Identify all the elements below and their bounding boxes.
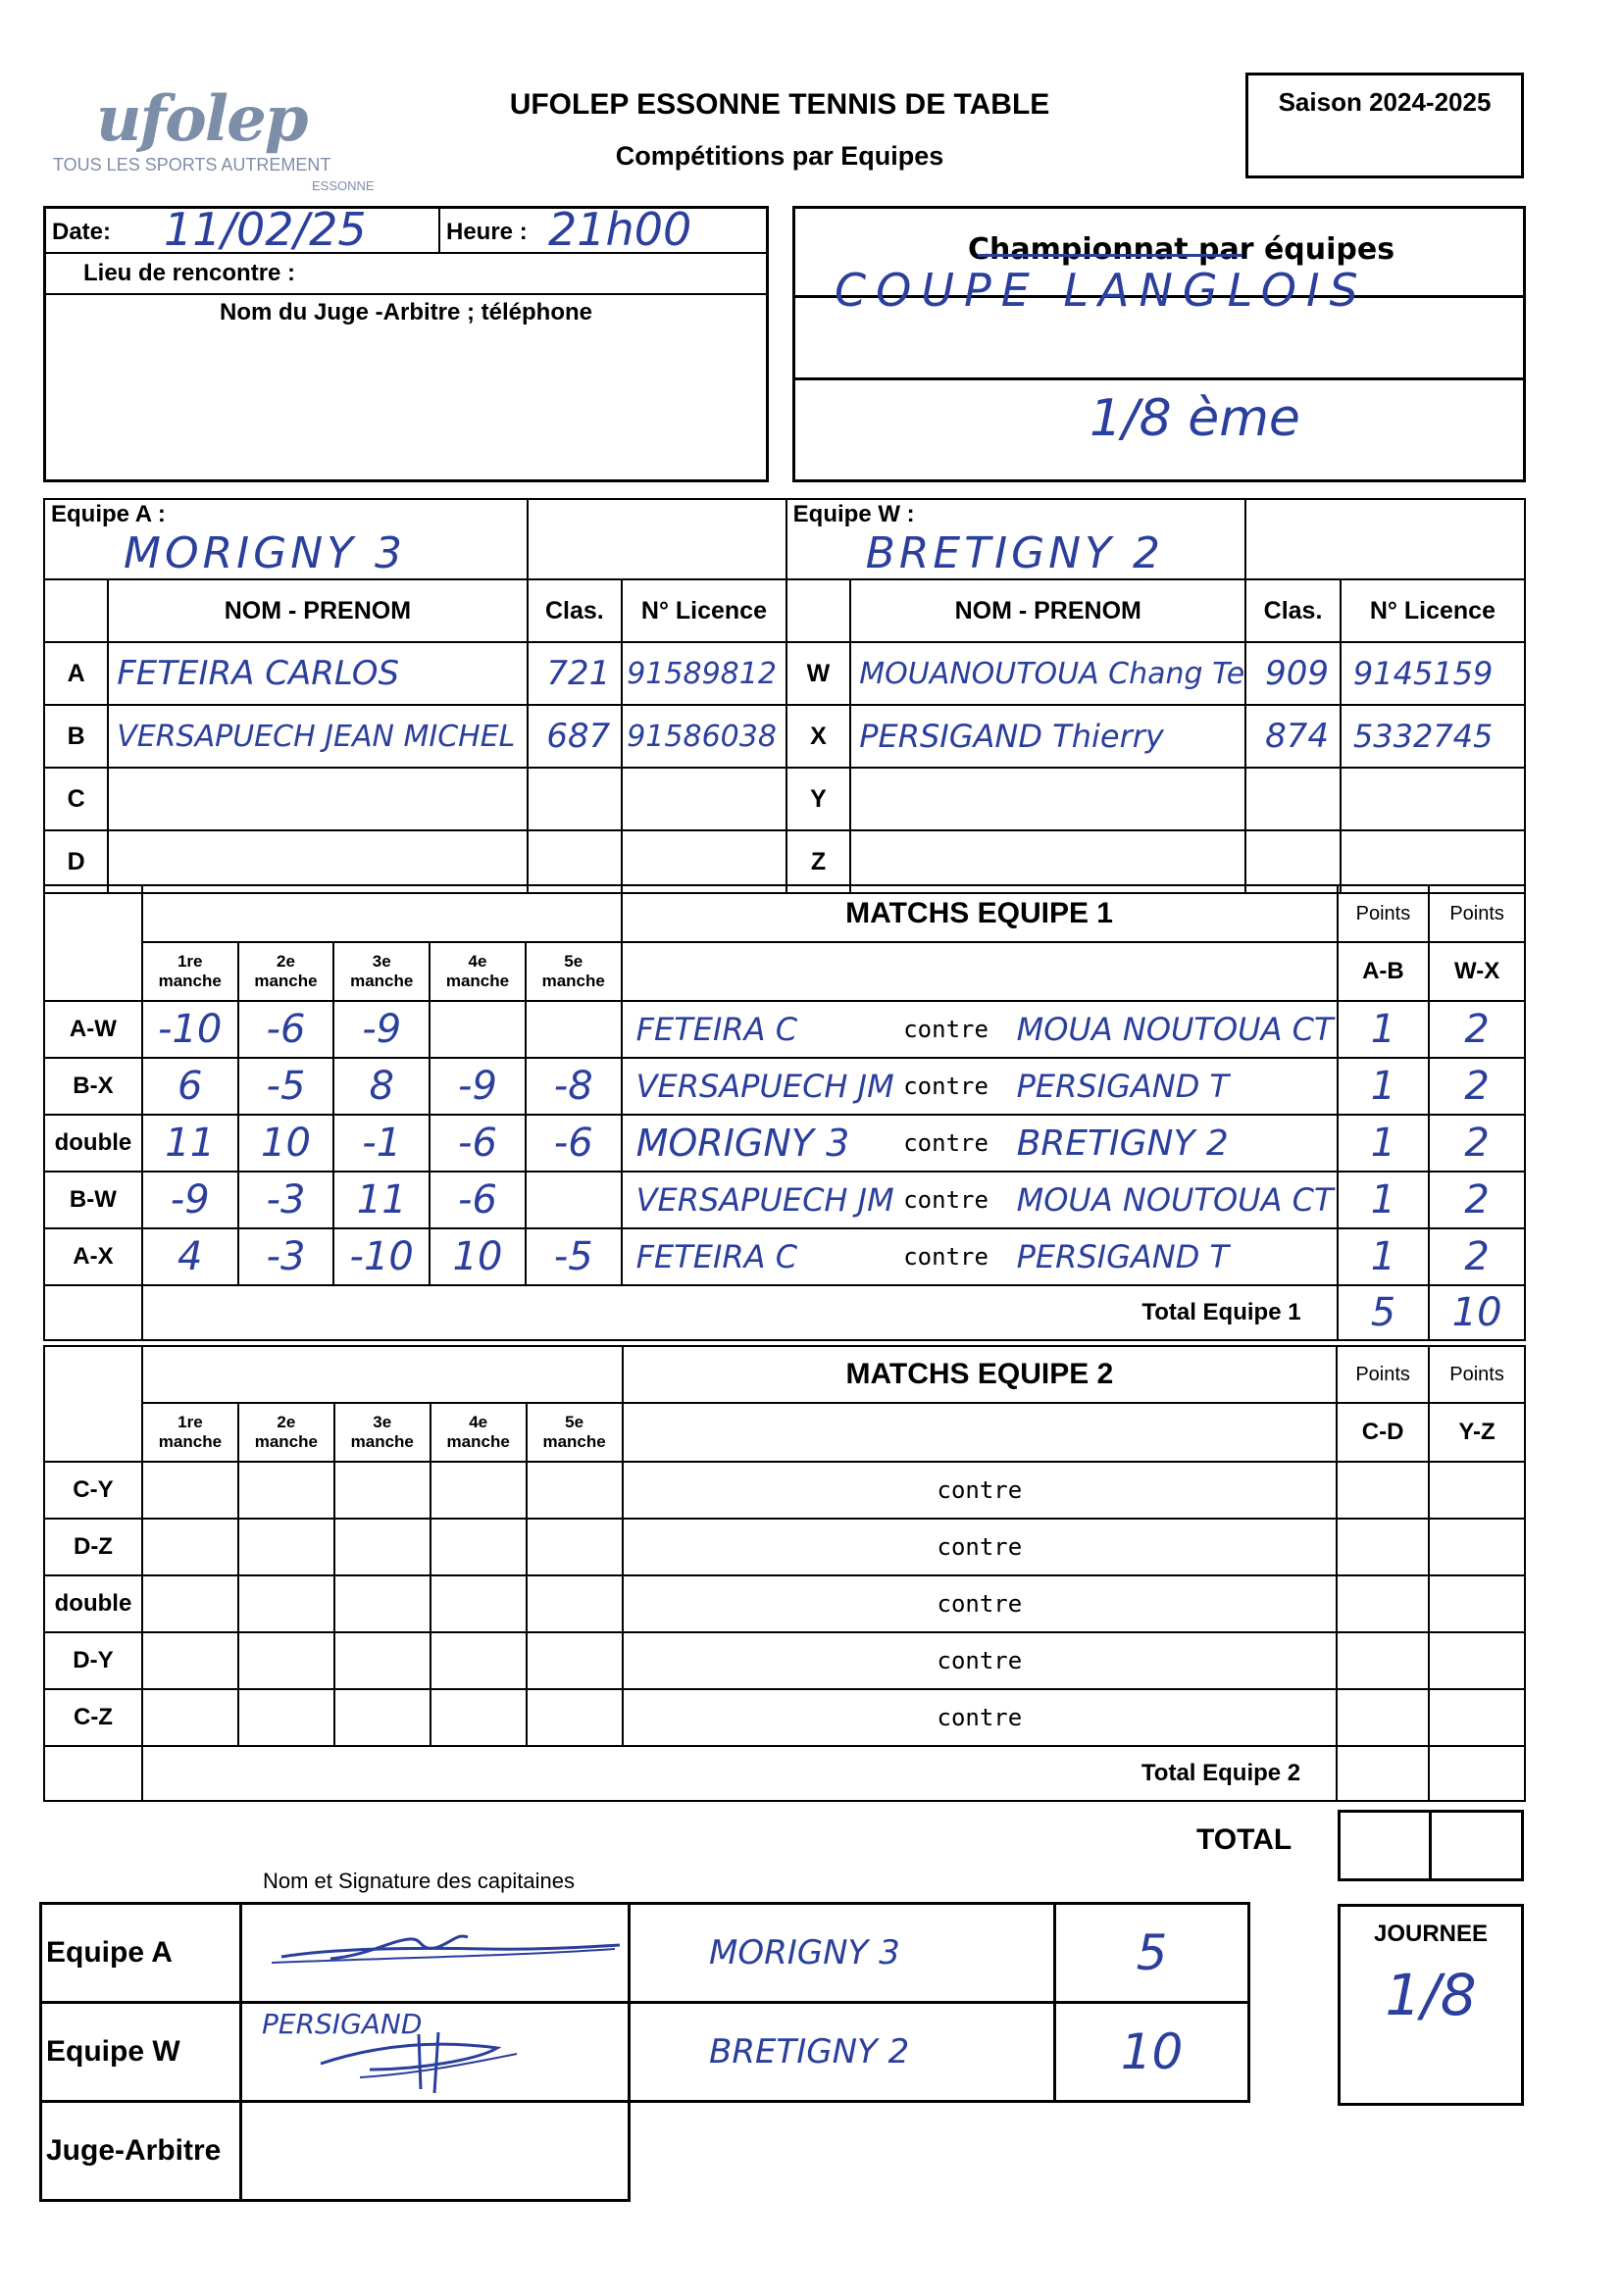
player-class[interactable]: 687	[528, 705, 623, 768]
set-number: 1re	[177, 952, 203, 971]
col-name-w: NOM - PRENOM	[850, 579, 1245, 642]
set-header-3	[334, 1403, 431, 1462]
points-right[interactable]	[1429, 1575, 1525, 1632]
blank-corner	[44, 885, 142, 1001]
points-col-right: Y-Z	[1429, 1403, 1525, 1462]
points-left[interactable]: 1	[1338, 1228, 1430, 1285]
set-score[interactable]: 10	[238, 1115, 334, 1172]
blank-corner	[44, 1346, 142, 1462]
match-row	[44, 1058, 1525, 1115]
player-name[interactable]: VERSAPUECH JEAN MICHEL	[108, 705, 527, 768]
player-code: Y	[786, 768, 851, 830]
set-score[interactable]: -6	[430, 1172, 526, 1228]
points-left[interactable]: 1	[1338, 1058, 1430, 1115]
set-score[interactable]: -3	[238, 1228, 334, 1285]
player-class[interactable]: 874	[1245, 705, 1341, 768]
set-header-1	[142, 1403, 238, 1462]
match-players	[622, 1001, 1338, 1058]
set-score[interactable]	[238, 1575, 334, 1632]
form-subtitle: Compétitions par Equipes	[615, 141, 944, 171]
match-code: double	[44, 1115, 142, 1172]
set-score[interactable]: 11	[333, 1172, 430, 1228]
set-word: manche	[445, 972, 510, 990]
player-name[interactable]	[850, 768, 1245, 830]
blank-cell	[1055, 2102, 1249, 2201]
set-number: 3e	[373, 1413, 392, 1431]
strikethrough-line	[978, 254, 1242, 257]
contre-label: contre	[623, 1575, 1338, 1632]
match-row	[44, 1172, 1525, 1228]
set-score[interactable]: -6	[526, 1115, 622, 1172]
blank-header	[622, 942, 1338, 1001]
col-name-a: NOM - PRENOM	[108, 579, 527, 642]
player-right[interactable]: PERSIGAND T	[1016, 1068, 1230, 1105]
points-right[interactable]	[1429, 1462, 1525, 1519]
signature-cell[interactable]	[241, 2102, 630, 2201]
logo-department: ESSONNE	[312, 178, 375, 193]
match-code: D-Z	[44, 1519, 142, 1575]
player-right[interactable]: PERSIGAND T	[1016, 1238, 1230, 1275]
player-left[interactable]: VERSAPUECH JM	[635, 1181, 894, 1219]
set-score[interactable]: -1	[333, 1115, 430, 1172]
points-label: Points	[1429, 1346, 1525, 1403]
journee-value[interactable]: 1/8	[1385, 1962, 1477, 2028]
contre-label: contre	[623, 1689, 1338, 1746]
set-score[interactable]: 8	[333, 1058, 430, 1115]
set-score[interactable]	[238, 1519, 334, 1575]
col-class-w: Clas.	[1245, 579, 1341, 642]
player-code: X	[786, 705, 851, 768]
set-header-2	[238, 942, 334, 1001]
points-col-left: C-D	[1337, 1403, 1429, 1462]
total-team1-right[interactable]: 10	[1429, 1285, 1525, 1340]
player-left[interactable]: VERSAPUECH JM	[635, 1068, 894, 1105]
contre-label: contre	[903, 1243, 988, 1271]
points-left[interactable]	[1337, 1519, 1429, 1575]
set-score[interactable]: -5	[238, 1058, 334, 1115]
ufolep-logo	[49, 82, 402, 200]
player-left[interactable]: FETEIRA C	[635, 1011, 798, 1048]
set-score[interactable]	[527, 1689, 623, 1746]
team-w-name[interactable]: BRETIGNY 2	[865, 528, 1164, 578]
match-row	[44, 1575, 1525, 1632]
set-header-4	[431, 1403, 527, 1462]
contre-label: contre	[623, 1519, 1338, 1575]
player-licence[interactable]	[622, 768, 786, 830]
player-class[interactable]: 909	[1245, 642, 1341, 705]
points-left[interactable]: 1	[1338, 1001, 1430, 1058]
match-row	[44, 1689, 1525, 1746]
set-score[interactable]: -9	[142, 1172, 238, 1228]
set-score[interactable]: -10	[142, 1001, 238, 1058]
match-row	[44, 1632, 1525, 1689]
set-number: 5e	[564, 952, 583, 971]
set-score[interactable]	[431, 1689, 527, 1746]
set-score[interactable]	[527, 1632, 623, 1689]
match-players	[622, 1172, 1338, 1228]
form-title: UFOLEP ESSONNE TENNIS DE TABLE	[509, 88, 1050, 121]
contre-label: contre	[623, 1462, 1338, 1519]
set-score[interactable]: 11	[142, 1115, 238, 1172]
player-name[interactable]: FETEIRA CARLOS	[108, 642, 527, 705]
match-players	[622, 1058, 1338, 1115]
player-name[interactable]: PERSIGAND Thierry	[850, 705, 1245, 768]
points-label: Points	[1429, 885, 1525, 942]
signature-cell[interactable]	[241, 2003, 630, 2102]
sets-header-spacer	[142, 885, 622, 942]
set-score[interactable]	[334, 1519, 431, 1575]
match-code: A-X	[44, 1228, 142, 1285]
divider	[795, 377, 1523, 380]
set-number: 4e	[468, 952, 487, 971]
set-score[interactable]	[527, 1575, 623, 1632]
set-word: manche	[446, 1432, 510, 1451]
points-right[interactable]: 2	[1429, 1001, 1525, 1058]
points-left[interactable]	[1337, 1689, 1429, 1746]
team-w-label: Equipe W :	[792, 501, 915, 527]
competition-handwritten[interactable]: COUPE LANGLOIS	[835, 264, 1368, 317]
competition-round[interactable]: 1/8 ème	[1090, 389, 1300, 448]
player-name[interactable]	[108, 768, 527, 830]
logo-wordmark: ufolep	[96, 82, 307, 156]
meeting-info-box	[43, 203, 769, 482]
set-word: manche	[254, 1432, 318, 1451]
set-header-1	[142, 942, 238, 1001]
competition-box	[792, 206, 1526, 482]
captain-team[interactable]: BRETIGNY 2	[630, 2003, 1055, 2102]
total-team2-right[interactable]	[1429, 1746, 1525, 1801]
player-code: C	[44, 768, 108, 830]
captains-table	[39, 1902, 1250, 2202]
match-code: double	[44, 1575, 142, 1632]
set-word: manche	[158, 1432, 223, 1451]
player-licence[interactable]	[1341, 768, 1525, 830]
player-right[interactable]: MOUA NOUTOUA CT	[1016, 1011, 1334, 1048]
set-score[interactable]: 4	[142, 1228, 238, 1285]
captain-label: Equipe A	[41, 1904, 241, 2003]
match-code: C-Z	[44, 1689, 142, 1746]
set-score[interactable]: -9	[430, 1058, 526, 1115]
divider	[438, 209, 440, 252]
set-header-2	[238, 1403, 334, 1462]
contre-label: contre	[903, 1073, 988, 1100]
set-word: manche	[350, 1432, 414, 1451]
points-right[interactable]: 2	[1429, 1058, 1525, 1115]
set-score[interactable]	[526, 1172, 622, 1228]
team-a-spacer	[528, 499, 786, 579]
match-row	[44, 1228, 1525, 1285]
points-right[interactable]: 2	[1429, 1172, 1525, 1228]
set-score[interactable]	[431, 1462, 527, 1519]
grand-total-right[interactable]	[1430, 1812, 1522, 1880]
signature-cell[interactable]	[241, 1904, 630, 2003]
set-score[interactable]: -6	[238, 1001, 334, 1058]
set-score[interactable]: 10	[430, 1228, 526, 1285]
set-word: manche	[158, 972, 222, 990]
match-code: A-W	[44, 1001, 142, 1058]
player-licence[interactable]: 5332745	[1341, 705, 1525, 768]
points-col-right: W-X	[1429, 942, 1525, 1001]
points-left[interactable]	[1337, 1632, 1429, 1689]
set-number: 4e	[469, 1413, 488, 1431]
set-header-5	[526, 942, 622, 1001]
set-score[interactable]	[142, 1689, 238, 1746]
match-row	[44, 1001, 1525, 1058]
place-label: Lieu de rencontre :	[83, 260, 296, 286]
match-code: C-Y	[44, 1462, 142, 1519]
set-score[interactable]	[527, 1519, 623, 1575]
set-score[interactable]	[142, 1575, 238, 1632]
set-word: manche	[542, 1432, 606, 1451]
match-code: D-Y	[44, 1632, 142, 1689]
points-left[interactable]: 1	[1338, 1115, 1430, 1172]
set-score[interactable]	[334, 1632, 431, 1689]
divider	[46, 293, 766, 295]
matches-team2-table	[43, 1345, 1526, 1802]
set-score[interactable]	[431, 1632, 527, 1689]
date-label: Date:	[52, 219, 112, 245]
competition-printed: Championnat par équipes	[968, 232, 1395, 267]
captain-score[interactable]: 10	[1055, 2003, 1249, 2102]
time-value[interactable]: 21h00	[548, 203, 692, 256]
blank-cell	[44, 1746, 142, 1801]
points-right[interactable]	[1429, 1689, 1525, 1746]
set-score[interactable]: -5	[526, 1228, 622, 1285]
player-licence[interactable]: 91589812	[622, 642, 786, 705]
set-score[interactable]	[431, 1519, 527, 1575]
set-number: 3e	[372, 952, 391, 971]
match-code: B-X	[44, 1058, 142, 1115]
points-right[interactable]	[1429, 1519, 1525, 1575]
match-players	[622, 1115, 1338, 1172]
set-score[interactable]: -6	[430, 1115, 526, 1172]
time-label: Heure :	[446, 219, 528, 245]
captain-label: Equipe W	[41, 2003, 241, 2102]
set-score[interactable]	[334, 1462, 431, 1519]
player-name[interactable]: MOUANOUTOUA Chang Te	[850, 642, 1245, 705]
player-class[interactable]: 721	[528, 642, 623, 705]
blank-cell	[630, 2102, 1055, 2201]
contre-label: contre	[903, 1186, 988, 1214]
player-right[interactable]: MOUA NOUTOUA CT	[1016, 1181, 1334, 1219]
matches-team1-table	[43, 884, 1526, 1341]
points-left[interactable]	[1337, 1462, 1429, 1519]
col-class-a: Clas.	[528, 579, 623, 642]
set-number: 2e	[277, 952, 295, 971]
set-score[interactable]	[527, 1462, 623, 1519]
team-a-label: Equipe A :	[51, 501, 166, 527]
contre-label: contre	[903, 1129, 988, 1157]
matches1-title: MATCHS EQUIPE 1	[622, 885, 1338, 942]
set-score[interactable]	[238, 1689, 334, 1746]
player-code: D	[44, 830, 108, 893]
logo-tagline: TOUS LES SPORTS AUTREMENT	[53, 155, 331, 175]
points-right[interactable]: 2	[1429, 1228, 1525, 1285]
set-header-4	[430, 942, 526, 1001]
total-team1-left[interactable]: 5	[1338, 1285, 1430, 1340]
date-value[interactable]: 11/02/25	[164, 203, 367, 256]
signature-icon	[242, 1920, 625, 1978]
set-score[interactable]	[526, 1001, 622, 1058]
points-right[interactable]: 2	[1429, 1115, 1525, 1172]
points-label: Points	[1338, 885, 1430, 942]
player-code: B	[44, 705, 108, 768]
player-right[interactable]: BRETIGNY 2	[1016, 1123, 1229, 1164]
grand-total-table	[1338, 1810, 1524, 1881]
set-score[interactable]	[238, 1632, 334, 1689]
signature-text: PERSIGAND	[262, 2008, 423, 2040]
match-row	[44, 1519, 1525, 1575]
points-left[interactable]: 1	[1338, 1172, 1430, 1228]
team-a-name[interactable]: MORIGNY 3	[124, 528, 407, 578]
team-w-cell	[786, 499, 1246, 579]
journee-box	[1338, 1904, 1524, 2106]
captain-label: Juge-Arbitre	[41, 2102, 241, 2201]
player-code: A	[44, 642, 108, 705]
grand-total-left[interactable]	[1340, 1812, 1431, 1880]
player-left[interactable]: FETEIRA C	[635, 1238, 798, 1275]
captain-score[interactable]: 5	[1055, 1904, 1249, 2003]
total-team1-label: Total Equipe 1	[142, 1285, 1338, 1340]
match-players	[622, 1228, 1338, 1285]
blank-header	[44, 579, 108, 642]
blank-header	[786, 579, 851, 642]
points-label: Points	[1337, 1346, 1429, 1403]
set-number: 5e	[565, 1413, 584, 1431]
player-class[interactable]	[1245, 768, 1341, 830]
set-score[interactable]: -8	[526, 1058, 622, 1115]
set-number: 2e	[277, 1413, 296, 1431]
contre-label: contre	[623, 1632, 1338, 1689]
match-code: B-W	[44, 1172, 142, 1228]
journee-label: JOURNEE	[1373, 1921, 1489, 1947]
season-box: Saison 2024-2025	[1245, 73, 1524, 178]
captain-team[interactable]: MORIGNY 3	[630, 1904, 1055, 2003]
set-score[interactable]	[431, 1575, 527, 1632]
col-licence-w: N° Licence	[1341, 579, 1525, 642]
set-word: manche	[254, 972, 318, 990]
blank-cell	[44, 1285, 142, 1340]
set-score[interactable]: -10	[333, 1228, 430, 1285]
teams-table	[43, 498, 1526, 894]
referee-label: Nom du Juge -Arbitre ; téléphone	[219, 299, 592, 325]
matches2-title: MATCHS EQUIPE 2	[623, 1346, 1338, 1403]
set-score[interactable]: -9	[333, 1001, 430, 1058]
captains-title: Nom et Signature des capitaines	[263, 1869, 575, 1893]
set-score[interactable]	[142, 1632, 238, 1689]
set-word: manche	[541, 972, 605, 990]
set-number: 1re	[177, 1413, 203, 1431]
col-licence-a: N° Licence	[622, 579, 786, 642]
set-score[interactable]	[334, 1689, 431, 1746]
set-score[interactable]	[334, 1575, 431, 1632]
total-team2-left[interactable]	[1337, 1746, 1429, 1801]
player-left[interactable]: MORIGNY 3	[635, 1122, 850, 1165]
set-score[interactable]: -3	[238, 1172, 334, 1228]
match-row	[44, 1462, 1525, 1519]
player-licence[interactable]: 91586038	[622, 705, 786, 768]
set-header-3	[333, 942, 430, 1001]
match-row	[44, 1115, 1525, 1172]
points-left[interactable]	[1337, 1575, 1429, 1632]
total-team2-label: Total Equipe 2	[142, 1746, 1337, 1801]
grand-total-label: TOTAL	[1196, 1823, 1293, 1856]
team-a-cell	[44, 499, 528, 579]
points-col-left: A-B	[1338, 942, 1430, 1001]
set-score[interactable]: 6	[142, 1058, 238, 1115]
set-score[interactable]	[142, 1519, 238, 1575]
team-w-spacer	[1245, 499, 1525, 579]
set-score[interactable]	[142, 1462, 238, 1519]
player-code: Z	[786, 830, 851, 893]
player-code: W	[786, 642, 851, 705]
set-word: manche	[350, 972, 414, 990]
blank-header	[623, 1403, 1338, 1462]
player-licence[interactable]: 9145159	[1341, 642, 1525, 705]
points-right[interactable]	[1429, 1632, 1525, 1689]
sets-header-spacer	[142, 1346, 623, 1403]
contre-label: contre	[903, 1016, 988, 1043]
set-score[interactable]	[430, 1001, 526, 1058]
set-header-5	[527, 1403, 623, 1462]
set-score[interactable]	[238, 1462, 334, 1519]
player-class[interactable]	[528, 768, 623, 830]
